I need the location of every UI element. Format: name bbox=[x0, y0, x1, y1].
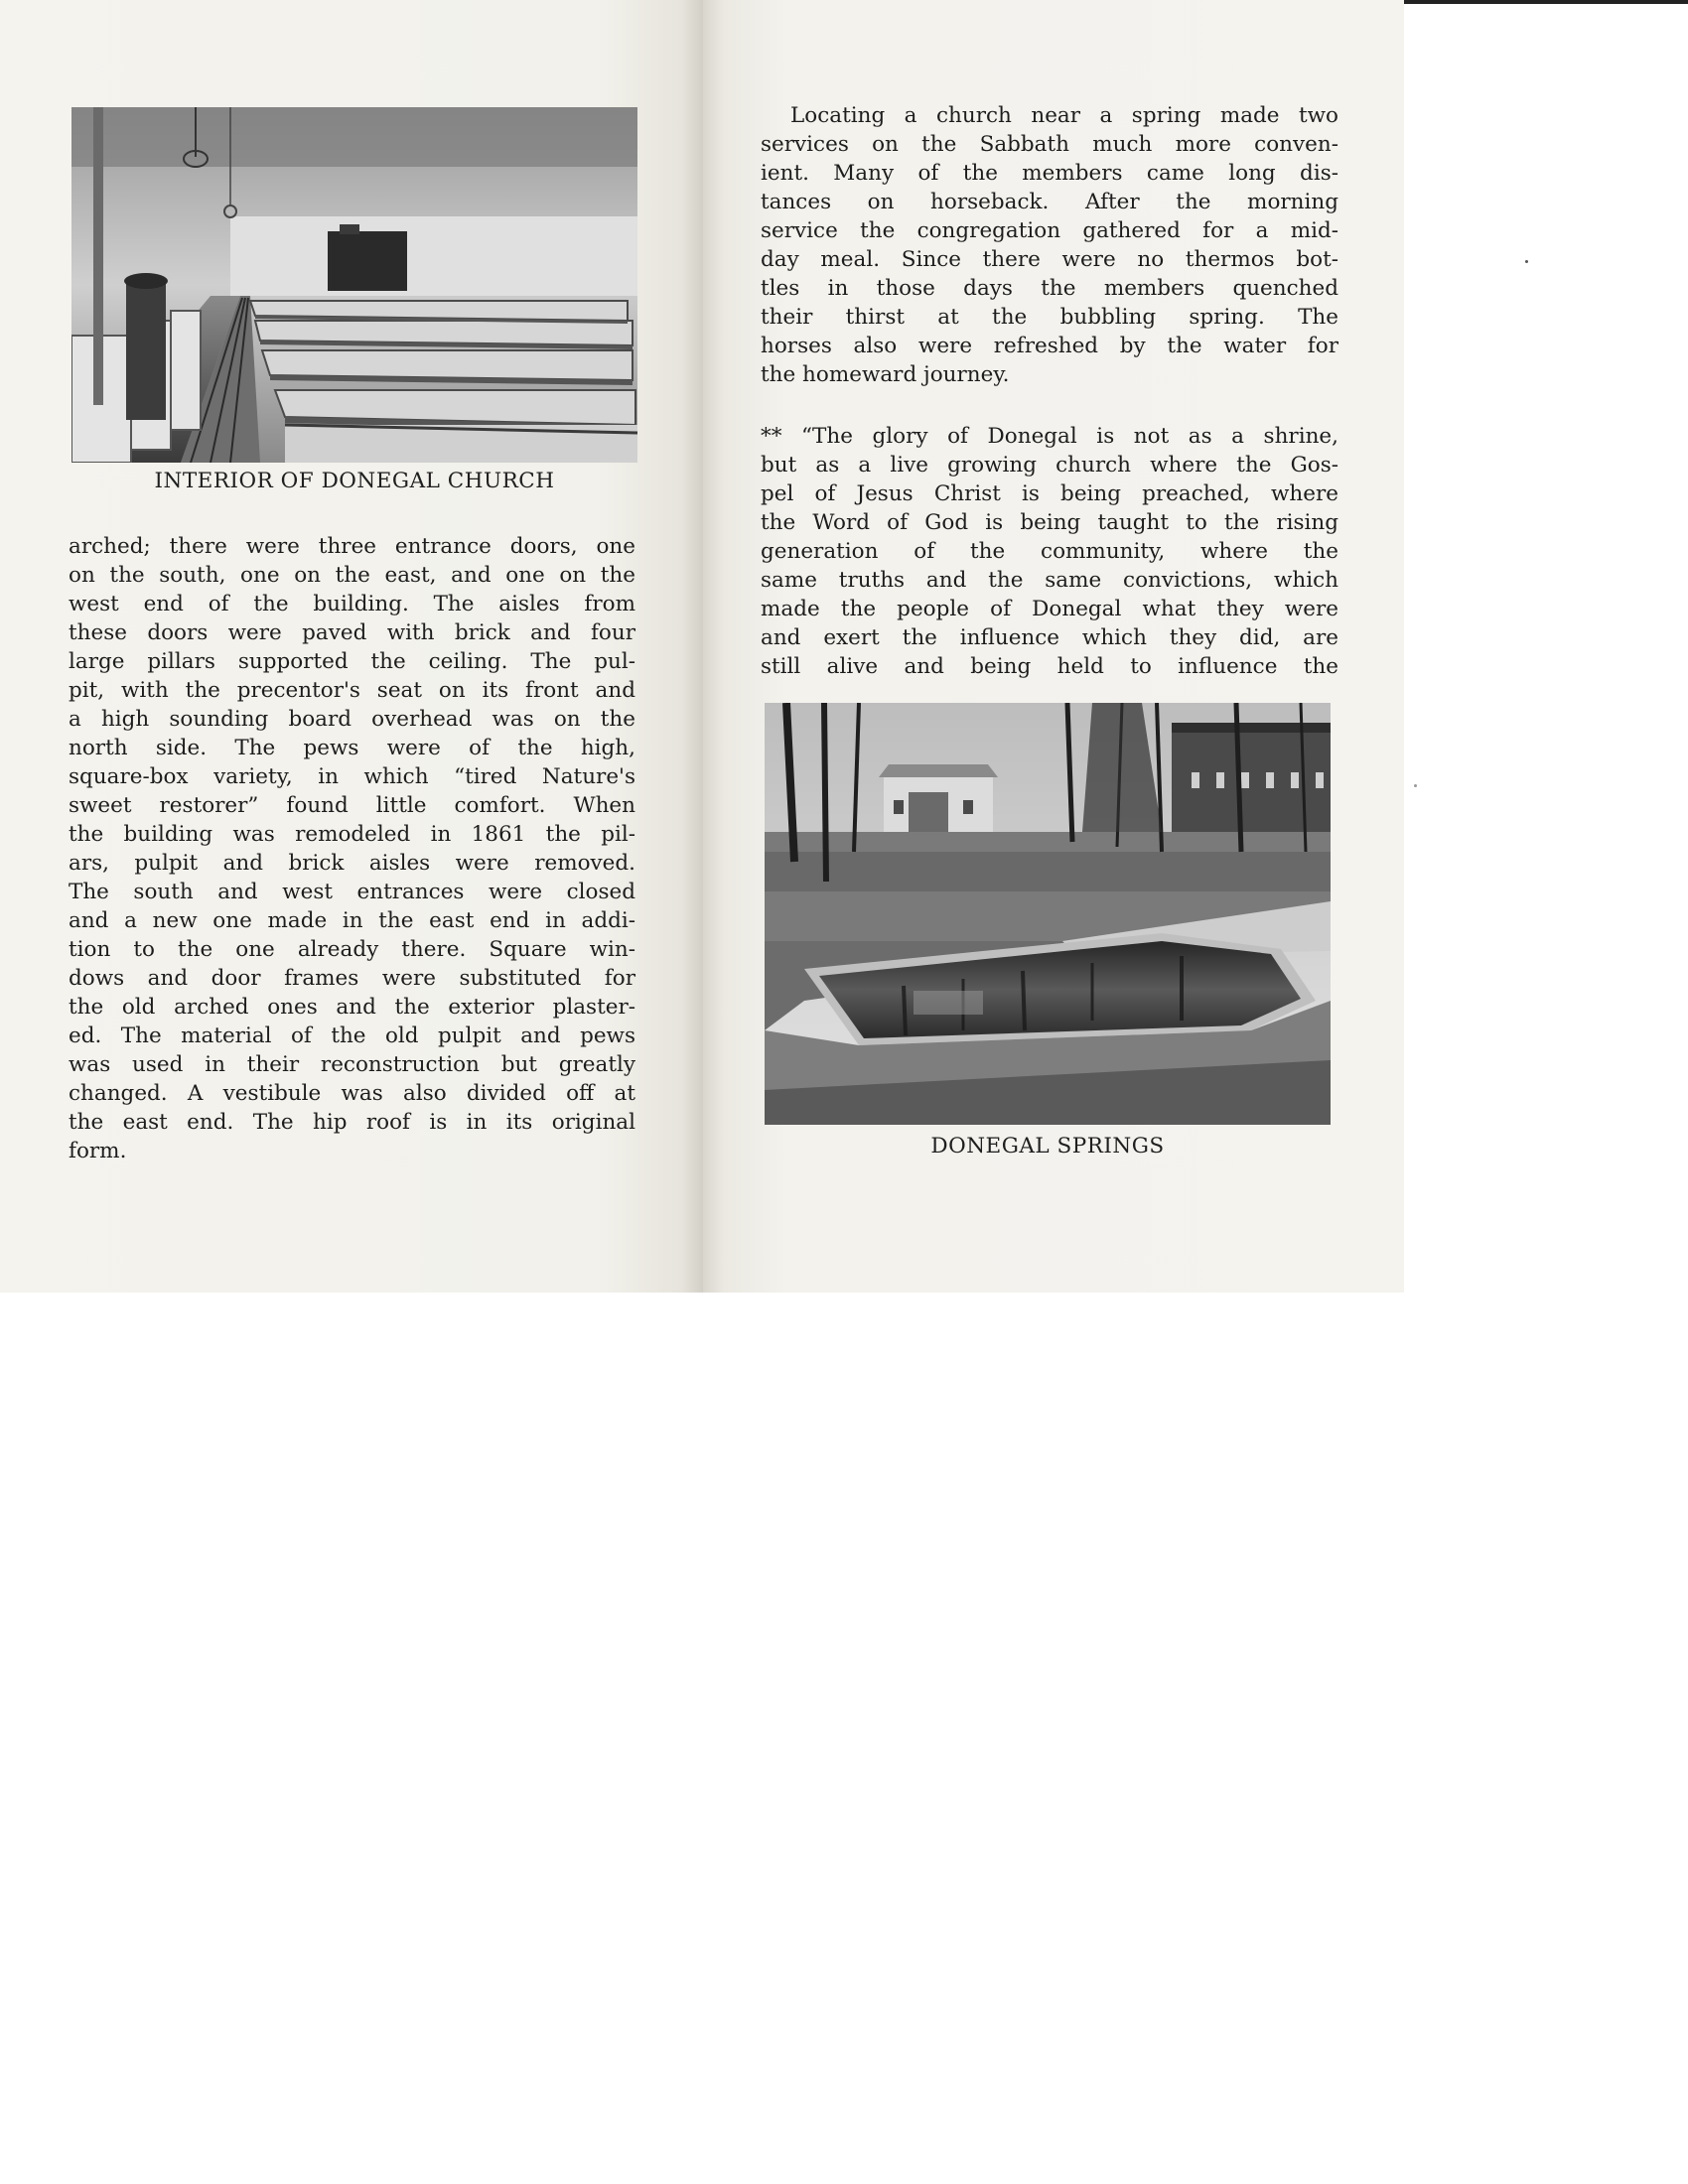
text-line: made the people of Donegal what they were bbox=[761, 597, 1338, 621]
donegal-springs-photo bbox=[765, 703, 1331, 1125]
text-line: and a new one made in the east end in addi- bbox=[69, 908, 635, 933]
text-line: west end of the building. The aisles from bbox=[69, 592, 635, 616]
text-line: Locating a church near a spring made two bbox=[790, 103, 1338, 128]
text-line: pel of Jesus Christ is being preached, where bbox=[761, 481, 1338, 506]
text-line: was used in their reconstruction but greatly bbox=[69, 1052, 635, 1077]
text-line: and exert the influence which they did, are bbox=[761, 625, 1338, 650]
text-line: ed. The material of the old pulpit and pews bbox=[69, 1024, 635, 1048]
text-line: ** “The glory of Donegal is not as a shrine, bbox=[761, 424, 1338, 449]
text-line: the Word of God is being taught to the rising bbox=[761, 510, 1338, 535]
church-interior-caption: INTERIOR OF DONEGAL CHURCH bbox=[154, 469, 555, 493]
right-page bbox=[703, 0, 1404, 1293]
text-line: square-box variety, in which “tired Nature's bbox=[69, 764, 635, 789]
text-line: the east end. The hip roof is in its original bbox=[69, 1110, 635, 1135]
text-line: tles in those days the members quenched bbox=[761, 276, 1338, 301]
text-line: but as a live growing church where the Gos- bbox=[761, 453, 1338, 478]
text-line: The south and west entrances were closed bbox=[69, 880, 635, 904]
text-line: ars, pulpit and brick aisles were removed. bbox=[69, 851, 635, 876]
text-line: the building was remodeled in 1861 the pil- bbox=[69, 822, 635, 847]
donegal-springs-caption: DONEGAL SPRINGS bbox=[930, 1134, 1165, 1159]
scan-edge-bar bbox=[1390, 0, 1688, 4]
text-line: same truths and the same convictions, which bbox=[761, 568, 1338, 593]
text-line: these doors were paved with brick and four bbox=[69, 620, 635, 645]
text-line: tances on horseback. After the morning bbox=[761, 190, 1338, 214]
text-line: tion to the one already there. Square win- bbox=[69, 937, 635, 962]
text-line: ient. Many of the members came long dis- bbox=[761, 161, 1338, 186]
text-line: form. bbox=[69, 1139, 127, 1163]
text-line: generation of the community, where the bbox=[761, 539, 1338, 564]
text-line: on the south, one on the east, and one on the bbox=[69, 563, 635, 588]
paper-speck bbox=[1525, 260, 1528, 263]
left-page bbox=[0, 0, 703, 1293]
text-line: changed. A vestibule was also divided off at bbox=[69, 1081, 635, 1106]
spring-paragraph bbox=[761, 101, 1338, 389]
text-line: services on the Sabbath much more conven- bbox=[761, 132, 1338, 157]
text-line: pit, with the precentor's seat on its front and bbox=[69, 678, 635, 703]
text-line: dows and door frames were substituted for bbox=[69, 966, 635, 991]
text-line: the homeward journey. bbox=[761, 362, 1010, 387]
paper-speck bbox=[1414, 784, 1417, 787]
text-line: sweet restorer” found little comfort. When bbox=[69, 793, 635, 818]
text-line: horses also were refreshed by the water for bbox=[761, 334, 1338, 358]
text-line: day meal. Since there were no thermos bot- bbox=[761, 247, 1338, 272]
church-interior-photo bbox=[71, 107, 637, 463]
text-line: still alive and being held to influence the bbox=[761, 654, 1338, 679]
text-line: a high sounding board overhead was on the bbox=[69, 707, 635, 732]
glory-paragraph bbox=[761, 422, 1338, 681]
text-line: arched; there were three entrance doors, one bbox=[69, 534, 635, 559]
text-line: north side. The pews were of the high, bbox=[69, 736, 635, 760]
text-line: the old arched ones and the exterior plaster- bbox=[69, 995, 635, 1020]
left-body-text bbox=[69, 532, 635, 1165]
text-line: service the congregation gathered for a mid- bbox=[761, 218, 1338, 243]
text-line: large pillars supported the ceiling. The pul- bbox=[69, 649, 635, 674]
text-line: their thirst at the bubbling spring. The bbox=[761, 305, 1338, 330]
